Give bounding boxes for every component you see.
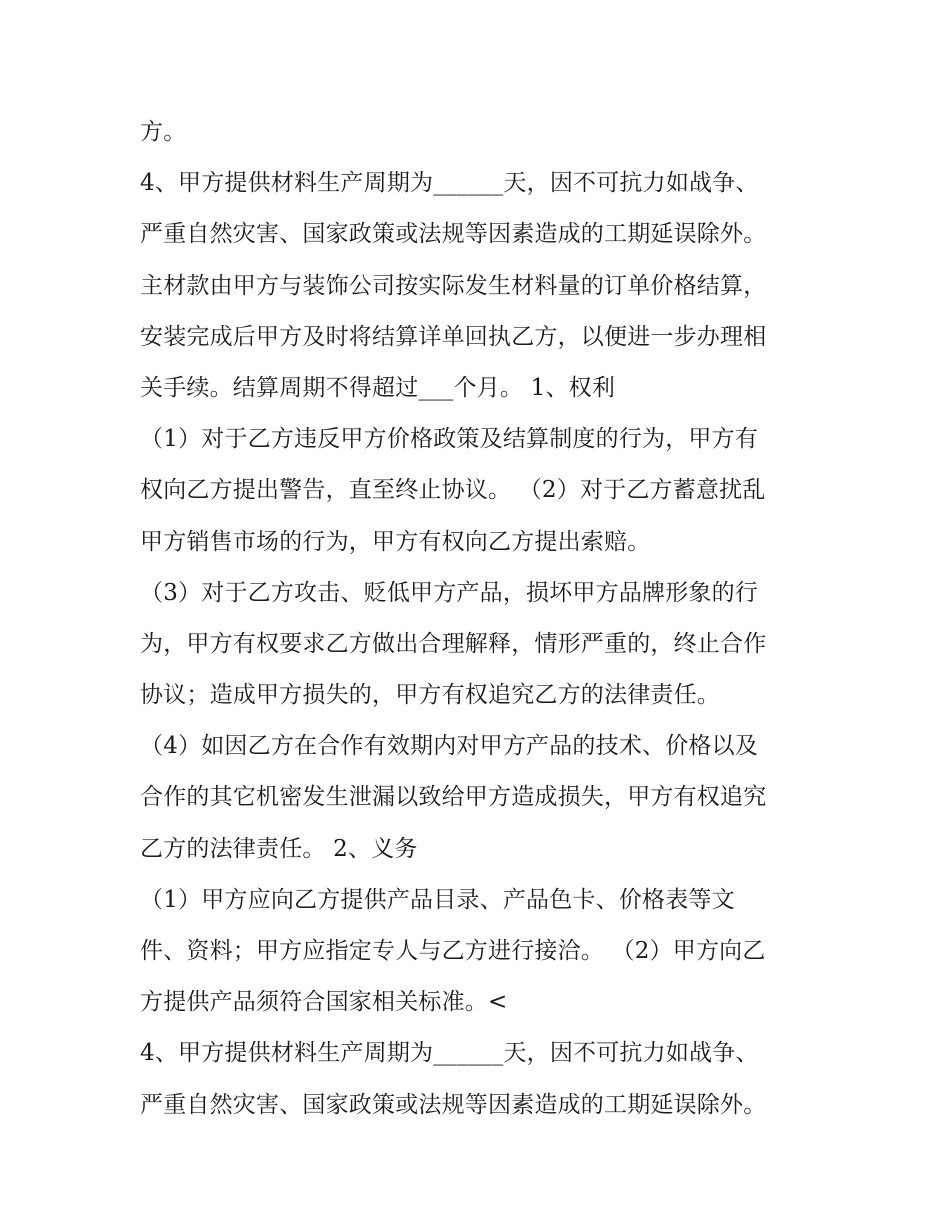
- text-line: 为，甲方有权要求乙方做出合理解释，情形严重的，终止合作: [140, 630, 767, 657]
- text-line: 严重自然灾害、国家政策或法规等因素造成的工期延误除外。: [140, 1091, 767, 1118]
- text-line: 方提供产品须符合国家相关标准。<: [140, 989, 508, 1016]
- text-line: （3）对于乙方攻击、贬低甲方产品，损坏甲方品牌形象的行: [140, 579, 759, 606]
- text-line: 主材款由甲方与装饰公司按实际发生材料量的订单价格结算，: [140, 272, 767, 299]
- text-line: 4、甲方提供材料生产周期为______天，因不可抗力如战争、: [140, 170, 759, 197]
- text-line: 权向乙方提出警告，直至终止协议。 （2）对于乙方蓄意扰乱: [140, 477, 766, 504]
- text-line: 甲方销售市场的行为，甲方有权向乙方提出索赔。: [140, 528, 651, 555]
- text-line: 安装完成后甲方及时将结算详单回执乙方，以便进一步办理相: [140, 323, 767, 350]
- text-line: 协议；造成甲方损失的，甲方有权追究乙方的法律责任。: [140, 682, 720, 709]
- text-line: 严重自然灾害、国家政策或法规等因素造成的工期延误除外。: [140, 221, 767, 248]
- text-line: 乙方的法律责任。 2、义务: [140, 835, 418, 862]
- text-line: （1）甲方应向乙方提供产品目录、产品色卡、价格表等文: [140, 886, 735, 913]
- text-line: （1）对于乙方违反甲方价格政策及结算制度的行为，甲方有: [140, 426, 759, 453]
- text-line: 合作的其它机密发生泄漏以致给甲方造成损失，甲方有权追究: [140, 784, 767, 811]
- text-line: （4）如因乙方在合作有效期内对甲方产品的技术、价格以及: [140, 733, 759, 760]
- text-line: 方。: [140, 119, 187, 145]
- text-line: 件、资料；甲方应指定专人与乙方进行接洽。 （2）甲方向乙: [140, 938, 766, 964]
- text-line: 4、甲方提供材料生产周期为______天，因不可抗力如战争、: [140, 1040, 759, 1067]
- text-line: 关手续。结算周期不得超过___个月。 1、权利: [140, 374, 616, 401]
- document-body: [140, 107, 830, 1131]
